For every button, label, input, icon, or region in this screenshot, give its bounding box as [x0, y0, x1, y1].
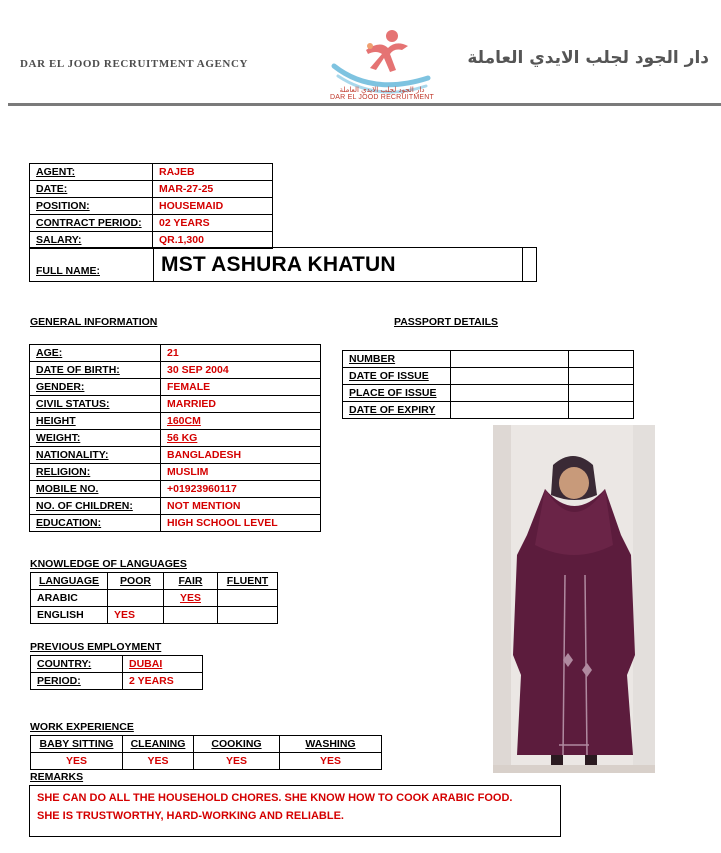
language-english: ENGLISH [31, 607, 108, 624]
cleaning-value: YES [123, 753, 194, 770]
passport-expiry-label: DATE OF EXPIRY [343, 402, 451, 419]
age-value: 21 [161, 345, 321, 362]
washing-header: WASHING [280, 736, 382, 753]
language-header: LANGUAGE [31, 573, 108, 590]
date-value: MAR-27-25 [153, 181, 273, 198]
header-divider [8, 103, 721, 106]
table-row [30, 181, 273, 198]
height-value: 160CM [161, 413, 321, 430]
table-row [31, 736, 382, 753]
gender-label: GENDER: [30, 379, 161, 396]
weight-label: WEIGHT: [30, 430, 161, 447]
table-row [31, 590, 278, 607]
period-label: PERIOD: [31, 673, 123, 690]
civil-status-label: CIVIL STATUS: [30, 396, 161, 413]
english-fluent [218, 607, 278, 624]
work-experience-table [30, 735, 382, 770]
table-row [30, 362, 321, 379]
work-experience-title: WORK EXPERIENCE [30, 721, 134, 733]
table-row [343, 351, 634, 368]
table-row [343, 368, 634, 385]
logo-subtitle-en: DAR EL JOOD RECRUITMENT [330, 94, 434, 101]
nationality-label: NATIONALITY: [30, 447, 161, 464]
english-poor: YES [108, 607, 164, 624]
agent-value: RAJEB [153, 164, 273, 181]
table-row [30, 396, 321, 413]
table-row [30, 464, 321, 481]
full-name-label: FULL NAME: [36, 265, 100, 277]
mobile-value: +01923960117 [161, 481, 321, 498]
languages-title: KNOWLEDGE OF LANGUAGES [30, 558, 187, 570]
religion-label: RELIGION: [30, 464, 161, 481]
agent-label: AGENT: [30, 164, 153, 181]
table-row [31, 573, 278, 590]
baby-sitting-value: YES [31, 753, 123, 770]
baby-sitting-header: BABY SITTING [31, 736, 123, 753]
table-row [30, 498, 321, 515]
remarks-line-1: SHE CAN DO ALL THE HOUSEHOLD CHORES. SHE KNOW HOW TO COOK ARABIC FOOD. [37, 792, 513, 804]
age-label: AGE: [30, 345, 161, 362]
table-row [343, 385, 634, 402]
education-value: HIGH SCHOOL LEVEL [161, 515, 321, 532]
table-row [30, 215, 273, 232]
mobile-label: MOBILE NO. [30, 481, 161, 498]
passport-number-extra [569, 351, 634, 368]
table-row [343, 402, 634, 419]
table-row [31, 673, 203, 690]
table-row [30, 430, 321, 447]
table-row [30, 198, 273, 215]
table-row [30, 481, 321, 498]
table-row [30, 515, 321, 532]
arabic-fluent [218, 590, 278, 607]
education-label: EDUCATION: [30, 515, 161, 532]
cooking-header: COOKING [194, 736, 280, 753]
dob-value: 30 SEP 2004 [161, 362, 321, 379]
arabic-fair: YES [164, 590, 218, 607]
passport-number-label: NUMBER [343, 351, 451, 368]
general-info-table [29, 344, 321, 532]
nationality-value: BANGLADESH [161, 447, 321, 464]
previous-employment-title: PREVIOUS EMPLOYMENT [30, 641, 162, 653]
position-value: HOUSEMAID [153, 198, 273, 215]
contract-period-value: 02 YEARS [153, 215, 273, 232]
full-name-row [29, 247, 537, 282]
remarks-box [29, 785, 561, 837]
height-label: HEIGHT [30, 413, 161, 430]
contract-period-label: CONTRACT PERIOD: [30, 215, 153, 232]
remarks-line-2: SHE IS TRUSTWORTHY, HARD-WORKING AND RELIABLE. [37, 810, 344, 822]
agency-name-ar: دار الجود لجلب الايدي العاملة [467, 48, 709, 68]
religion-value: MUSLIM [161, 464, 321, 481]
table-row [31, 607, 278, 624]
date-label: DATE: [30, 181, 153, 198]
position-label: POSITION: [30, 198, 153, 215]
top-info-table [29, 163, 273, 249]
full-name-value: MST ASHURA KHATUN [161, 253, 396, 276]
english-fair [164, 607, 218, 624]
table-row [31, 656, 203, 673]
children-value: NOT MENTION [161, 498, 321, 515]
salary-value: QR.1,300 [153, 232, 273, 249]
poor-header: POOR [108, 573, 164, 590]
gender-value: FEMALE [161, 379, 321, 396]
applicant-photo [493, 425, 655, 773]
table-row [30, 447, 321, 464]
table-row [31, 753, 382, 770]
passport-issue-place-label: PLACE OF ISSUE [343, 385, 451, 402]
arabic-poor [108, 590, 164, 607]
period-value: 2 YEARS [123, 673, 203, 690]
table-row [30, 232, 273, 249]
language-arabic: ARABIC [31, 590, 108, 607]
country-value: DUBAI [123, 656, 203, 673]
remarks-title: REMARKS [30, 771, 84, 783]
passport-issue-date-label: DATE OF ISSUE [343, 368, 451, 385]
passport-number-value [451, 351, 569, 368]
table-row [30, 413, 321, 430]
fair-header: FAIR [164, 573, 218, 590]
country-label: COUNTRY: [31, 656, 123, 673]
passport-title: PASSPORT DETAILS [394, 316, 499, 328]
cooking-value: YES [194, 753, 280, 770]
salary-label: SALARY: [30, 232, 153, 249]
agency-name-en: DAR EL JOOD RECRUITMENT AGENCY [20, 58, 249, 70]
general-info-title: GENERAL INFORMATION [30, 316, 158, 328]
cleaning-header: CLEANING [123, 736, 194, 753]
languages-table [30, 572, 278, 624]
dob-label: DATE OF BIRTH: [30, 362, 161, 379]
previous-employment-table [30, 655, 203, 690]
table-row [30, 379, 321, 396]
fluent-header: FLUENT [218, 573, 278, 590]
civil-status-value: MARRIED [161, 396, 321, 413]
table-row [30, 164, 273, 181]
children-label: NO. OF CHILDREN: [30, 498, 161, 515]
washing-value: YES [280, 753, 382, 770]
weight-value: 56 KG [161, 430, 321, 447]
passport-table [342, 350, 634, 419]
table-row [30, 345, 321, 362]
logo-subtitle-ar: دار الجود لجلب الايدي العاملة [339, 86, 425, 94]
